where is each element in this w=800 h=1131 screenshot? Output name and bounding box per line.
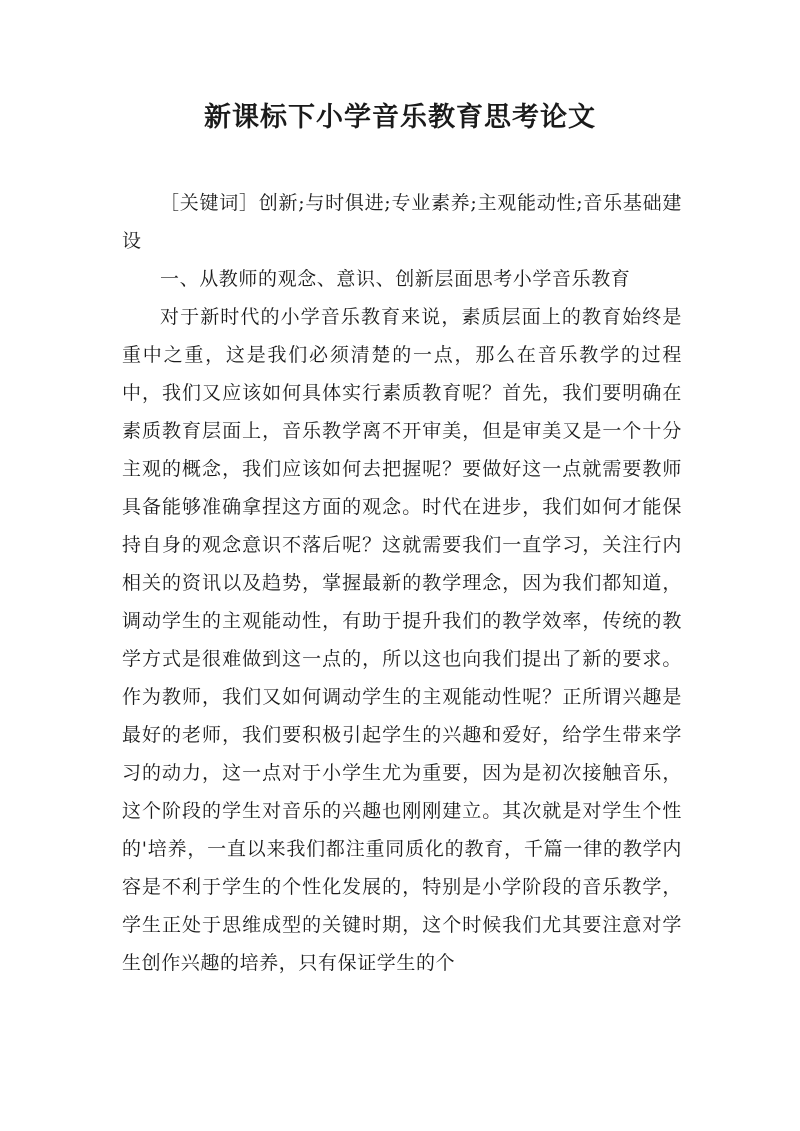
body-paragraph: 对于新时代的小学音乐教育来说，素质层面上的教育始终是重中之重，这是我们必须清楚的一点，那么在音乐教学的过程中，我们又应该如何具体实行素质教育呢？首先，我们要明确在素质教育层面上，音乐教学离不开审美，但是审美又是一个十分主观的概念，我们应该如何去把握呢？要做好这一点就需要教师具备能够准确拿捏这方面的观念。时代在进步，我们如何才能保持自身的观念意识不落后呢？这就需要我们一直学习，关注行内相关的资讯以及趋势，掌握最新的教学理念，因为我们都知道，调动学生的主观能动性，有助于提升我们的教学效率，传统的教学方式是很难做到这一点的，所以这也向我们提出了新的要求。作为教师，我们又如何调动学生的主观能动性呢？正所谓兴趣是最好的老师，我们要积极引起学生的兴趣和爱好，给学生带来学习的动力，这一点对于小学生尤为重要，因为是初次接触音乐，这个阶段的学生对音乐的兴趣也刚刚建立。其次就是对学生个性的'培养，一直以来我们都注重同质化的教育，千篇一律的教学内容是不利于学生的个性化发展的，特别是小学阶段的音乐教学，学生正处于思维成型的关键时期，这个时候我们尤其要注意对学生创作兴趣的培养，只有保证学生的个	[122, 306, 682, 974]
document-body	[122, 184, 682, 982]
keywords-paragraph: ［关键词］创新;与时俱进;专业素养;主观能动性;音乐基础建设	[122, 192, 682, 252]
page-title: 新课标下小学音乐教育思考论文	[204, 102, 596, 133]
section-heading: 一、从教师的观念、意识、创新层面思考小学音乐教育	[160, 268, 631, 290]
